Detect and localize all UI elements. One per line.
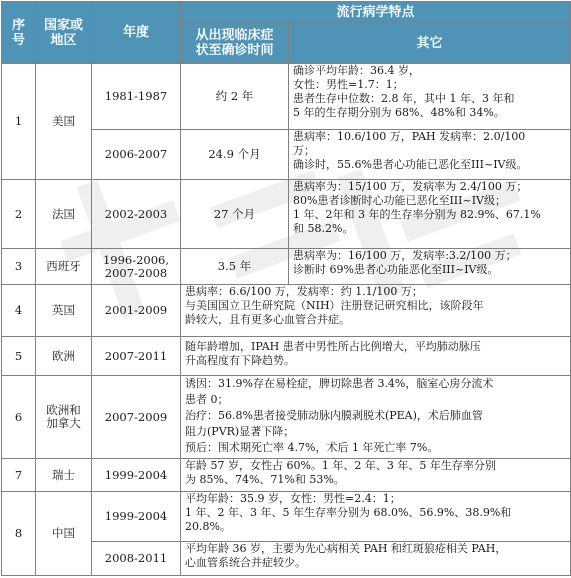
row-country: 中国 [36, 492, 92, 576]
row-country: 欧洲 [36, 337, 92, 376]
row-country: 法国 [36, 180, 92, 249]
row-number: 2 [2, 180, 36, 249]
table-row [2, 64, 571, 130]
row-other: 患病率：6.6/100 万，发病率：约 1.1/100 万； 与美国国立卫生研究院（NIH）注册登记研究相比，该阶段年 龄较大，且有更多心血管合并症。 [181, 285, 571, 337]
table-row [2, 376, 571, 459]
row-country: 西班牙 [36, 249, 92, 285]
row-number: 8 [2, 492, 36, 576]
row-year: 2008-2011 [92, 542, 181, 576]
row-other: 平均年龄 36 岁，主要为先心病相关 PAH 和红斑狼疮相关 PAH， 心血管系统合并症较少。 [181, 542, 571, 576]
row-number: 5 [2, 337, 36, 376]
table-row [2, 249, 571, 285]
row-other: 患病率为：16/100 万，发病率:3.2/100 万； 诊断时 69%患者心功能恶化至III~IV级。 [289, 249, 571, 285]
header-country: 国家或 地区 [36, 2, 92, 64]
row-other: 随年龄增加，IPAH 患者中男性所占比例增大，平均肺动脉压 升高程度有下降趋势。 [181, 337, 571, 376]
row-country: 欧洲和 加拿大 [36, 376, 92, 459]
row-other: 年龄 57 岁，女性占 60%。1 年、2 年、3 年、5 年生存率分别 为 85%、74%、71%和 53%。 [181, 459, 571, 492]
row-diagnosis-time: 约 2 年 [181, 64, 289, 130]
epidemiology-table [1, 1, 571, 576]
row-number: 7 [2, 459, 36, 492]
row-year: 1996-2006, 2007-2008 [92, 249, 181, 285]
row-year: 2007-2009 [92, 376, 181, 459]
header-no: 序 号 [2, 2, 36, 64]
row-country: 美国 [36, 64, 92, 180]
header-epidemiology: 流行病学特点 [181, 2, 571, 23]
row-year: 2006-2007 [92, 130, 181, 180]
row-number: 4 [2, 285, 36, 337]
row-number: 3 [2, 249, 36, 285]
row-number: 1 [2, 64, 36, 180]
row-year: 2002-2003 [92, 180, 181, 249]
row-year: 2007-2011 [92, 337, 181, 376]
row-other: 患病率为：15/100 万，发病率为 2.4/100 万； 80%患者诊断时心功能已恶化至III~IV级； 1 年、2年和 3 年的生存率分别为 82.9%、67.1% 和 58.2%。 [289, 180, 571, 249]
row-diagnosis-time: 24.9 个月 [181, 130, 289, 180]
row-diagnosis-time: 27 个月 [181, 180, 289, 249]
row-country: 瑞士 [36, 459, 92, 492]
table-row [2, 285, 571, 337]
table-row [2, 459, 571, 492]
row-country: 英国 [36, 285, 92, 337]
row-year: 1999-2004 [92, 492, 181, 542]
row-year: 1999-2004 [92, 459, 181, 492]
header-other: 其它 [289, 23, 571, 64]
row-other: 确诊平均年龄：36.4 岁， 女性：男性=1.7：1； 患者生存中位数：2.8 年，其中 1 年、3 年和 5 年的生存期分别为 68%、48%和 34%。 [289, 64, 571, 130]
table-row [2, 337, 571, 376]
table-row [2, 180, 571, 249]
row-diagnosis-time: 3.5 年 [181, 249, 289, 285]
row-other: 患病率：10.6/100 万，PAH 发病率：2.0/100 万； 确诊时，55.6%患者心功能已恶化至III~IV级。 [289, 130, 571, 180]
row-other: 平均年龄：35.9 岁，女性：男性=2.4：1； 1 年、2 年、3 年、5 年生存率分别为 68.0%、56.9%、38.9%和 20.8%。 [181, 492, 571, 542]
table-row [2, 492, 571, 542]
header-diagnosis-time: 从出现临床症 状至确诊时间 [181, 23, 289, 64]
row-year: 2001-2009 [92, 285, 181, 337]
row-number: 6 [2, 376, 36, 459]
header-year: 年度 [92, 2, 181, 64]
row-other: 诱因：31.9%存在易栓症，脾切除患者 3.4%，脑室心房分流术 患者 0； 治疗：56.8%患者接受肺动脉内膜剥脱术(PEA)，术后肺血管 阻力(PVR)显著下降； 预后：围术期死亡率 4.7%，术后 1 年死亡率 7%。 [181, 376, 571, 459]
row-year: 1981-1987 [92, 64, 181, 130]
